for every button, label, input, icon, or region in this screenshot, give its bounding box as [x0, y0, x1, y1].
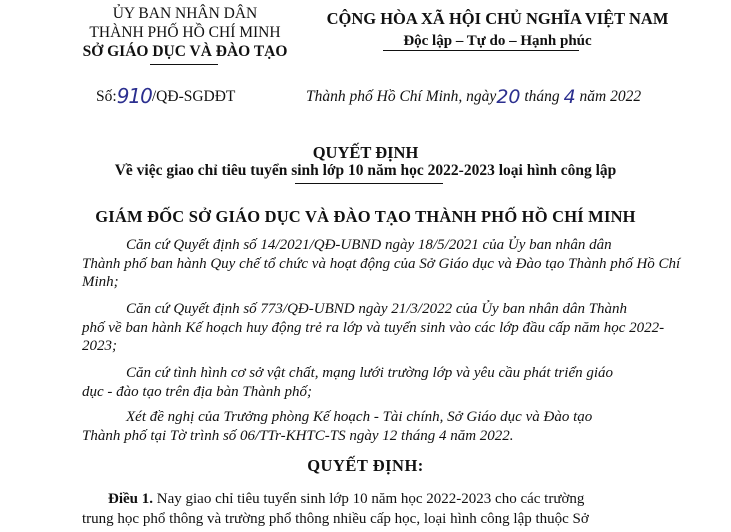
doc-number-handwritten: 910: [116, 84, 152, 108]
decision-heading: QUYẾT ĐỊNH:: [307, 456, 424, 475]
national-title: CỘNG HÒA XÃ HỘI CHỦ NGHĨA VIỆT NAM: [326, 9, 669, 28]
preamble-line-rest: dục - đào tạo trên địa bàn Thành phố;: [82, 383, 312, 400]
doc-number-prefix: Số:: [96, 88, 117, 105]
issuing-authority: GIÁM ĐỐC SỞ GIÁO DỤC VÀ ĐÀO TẠO THÀNH PHỐ HỒ CHÍ MINH: [95, 207, 636, 226]
article-1-line-2: trung học phổ thông và trường phổ thông nhiều cấp học, loại hình công lập thuộc Sở: [82, 511, 589, 527]
preamble-line-first: Căn cứ tình hình cơ sở vật chất, mạng lưới trường lớp và yêu cầu phát triển giáo: [126, 365, 614, 381]
decision-title: QUYẾT ĐỊNH: [312, 143, 419, 162]
preamble-line-rest: Thành phố ban hành Quy chế tổ chức và hoạt động của Sở Giáo dục và Đào tạo Thành phố Hồ Chí Minh;: [82, 255, 681, 290]
agency-line-3: SỞ GIÁO DỤC VÀ ĐÀO TẠO: [82, 43, 288, 60]
document-number: [96, 84, 235, 108]
doc-number-suffix: /QĐ-SGDĐT: [151, 88, 236, 105]
decision-subtitle: Về việc giao chỉ tiêu tuyển sinh lớp 10 năm học 2022-2023 loại hình công lập: [114, 162, 617, 179]
date-prefix: Thành phố Hồ Chí Minh, ngày: [306, 88, 497, 105]
motto-underline: [383, 50, 579, 51]
agency-line-1: ỦY BAN NHÂN DÂN: [112, 5, 258, 22]
document-date: [306, 86, 641, 108]
date-month: 4: [563, 86, 576, 108]
date-month-label: tháng: [520, 88, 564, 105]
article-1-text: Nay giao chỉ tiêu tuyển sinh lớp 10 năm học 2022-2023 cho các trường: [153, 491, 585, 507]
preamble-line-first: Căn cứ Quyết định số 14/2021/QĐ-UBND ngày 18/5/2021 của Ủy ban nhân dân: [126, 237, 612, 253]
date-day: 20: [496, 86, 521, 108]
preamble-line-first: Căn cứ Quyết định số 773/QĐ-UBND ngày 21/3/2022 của Ủy ban nhân dân Thành: [126, 301, 628, 317]
article-1-label: Điều 1.: [108, 491, 153, 507]
preamble-paragraph: [82, 300, 688, 356]
date-year: năm 2022: [575, 88, 642, 105]
national-title-block: [300, 8, 695, 52]
article-1: [82, 489, 688, 529]
preamble-paragraph: [82, 364, 688, 401]
preamble-line-rest: Thành phố tại Tờ trình số 06/TTr-KHTC-TS ngày 12 tháng 4 năm 2022.: [82, 427, 514, 444]
issuing-agency-block: [50, 4, 320, 61]
preamble-paragraph: [82, 236, 688, 292]
subtitle-underline: [295, 183, 443, 184]
preamble-paragraph: [82, 408, 688, 445]
preamble-line-first: Xét đề nghị của Trưởng phòng Kế hoạch - Tài chính, Sở Giáo dục và Đào tạo: [126, 409, 593, 425]
agency-line-2: THÀNH PHỐ HỒ CHÍ MINH: [89, 24, 281, 41]
national-motto: Độc lập – Tự do – Hạnh phúc: [403, 33, 592, 49]
preamble-line-rest: phố về ban hành Kế hoạch huy động trẻ ra lớp và tuyển sinh vào các lớp đầu cấp năm học 2022-2023;: [82, 319, 665, 354]
agency-underline: [150, 64, 218, 65]
article-1-line-1: [82, 489, 688, 509]
